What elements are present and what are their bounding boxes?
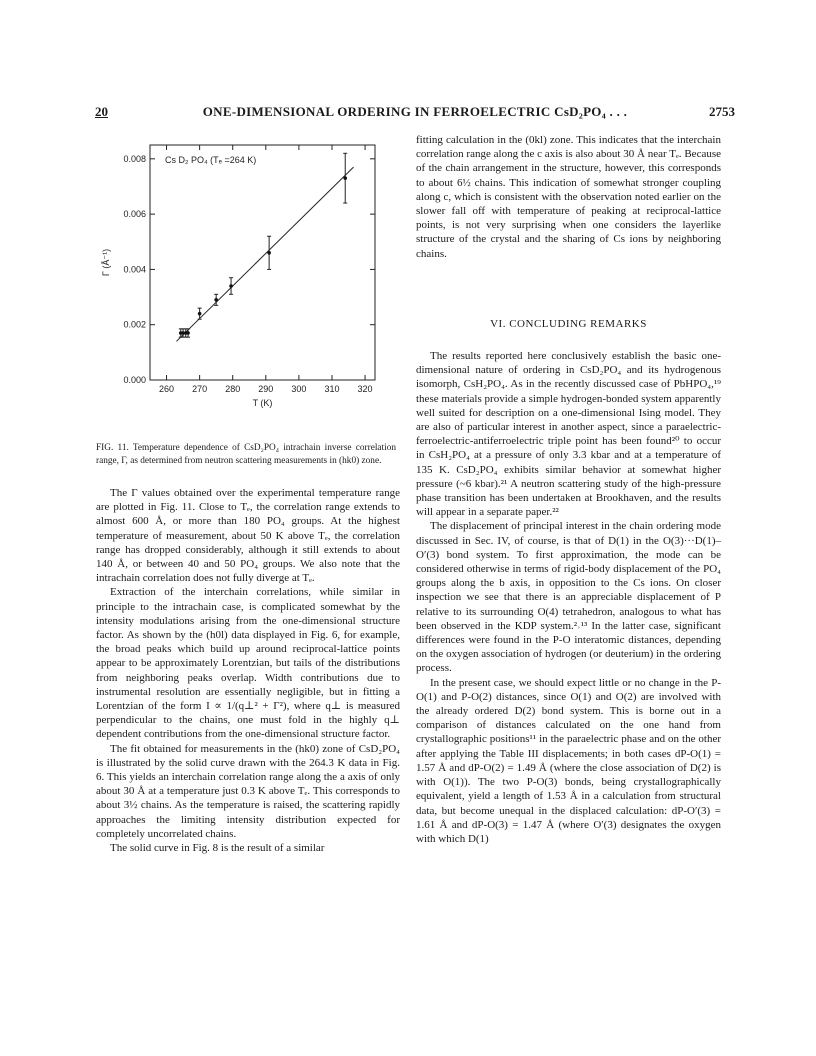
data-point: [267, 251, 271, 255]
paragraph: In the present case, we should expect little or no change in the P-O(1) and P-O(2) distances, since O(1) and O(2) are involved with the already ordered D(2) bond system. This is borne out in a comparison of distances calculated on the one hand from crystallographic positions¹¹ in the paraelectric phase and on the other after applying the Table III displacements; in both cases dP-O(1) = 1.57 Å and dP-O(2) = 1.49 Å (where the close association of D(2) is with O(1)). The two P-O(3) bonds, being crystallographically equivalent, yield a length of 1.53 Å in a calculation from structural data, but become unequal in the displaced calculation: dP-O′(3) = 1.61 Å and dP-O(3) = 1.47 Å (where O′(3) designates the oxygen with which D(1): [416, 676, 721, 845]
x-tick-label: 310: [324, 384, 340, 394]
left-column: [96, 486, 400, 855]
fit-line: [176, 167, 353, 341]
paragraph: The fit obtained for measurements in the (hk0) zone of CsD₂PO₄ is illustrated by the solid curve drawn with the 264.3 K data in Fig. 6. This yields an interchain correlation range along the a axis of only about 30 Å at a temperature just 0.3 K above Tₑ. This corresponds to about 3½ chains. As the temperature is raised, the scattering rapidly approaches the limiting intensity distribution expected for completely uncorrelated chains.: [96, 742, 400, 840]
paragraph: The solid curve in Fig. 8 is the result of a similar: [110, 842, 325, 855]
section-heading: VI. CONCLUDING REMARKS: [490, 318, 647, 330]
paragraph: The displacement of principal interest in the chain ordering mode discussed in Sec. IV, of course, is that of D(1) in the O(3)···D(1)–O′(3) bond system. To first approximation, the mode can be considered otherwise in terms of rigid-body displacement of the PO₄ groups along the b axis, in opposition to the Cs ions. On closer inspection we see that there is an appreciable displacement of P relative to its surrounding O(4) tetrahedron, analogous to what has been observed in the KDP system.²˒¹³ In the latter case, significant differences were found in the P-O interatomic distances, depending on the oxygen association of hydrogen (or deuterium) in the ordering process.: [416, 520, 721, 675]
paragraph: The results reported here conclusively establish the basic one-dimensional nature of ordering in CsD₂PO₄ and its hydrogenous isomorph, CsH₂PO₄. As in the recently discussed case of PbHPO₄,¹⁹ these materials provide a simple hydrogen-bonded system apparently well suited for description on a one-dimensional Ising model. They are also of particular interest in another aspect, since a paraelectric-ferroelectric-antiferroelectric triple point has been found²⁰ to occur in CsH₂PO₄ at a pressure of only 3.3 kbar and at a temperature of 135 K. CsD₂PO₄ exhibits similar behavior at somewhat higher pressure (~6 kbar).²¹ A neutron scattering study of the high-pressure phase transition has been undertaken at Brookhaven, and the results will appear in a separate paper.²²: [416, 350, 721, 519]
y-tick-label: 0.006: [123, 209, 146, 220]
figure-11-chart: [95, 133, 395, 433]
x-axis-label: T (K): [252, 398, 273, 408]
y-tick-label: 0.008: [123, 153, 146, 164]
plot-frame: [150, 145, 375, 380]
data-point: [229, 284, 233, 288]
page-number-right: 2753: [709, 104, 735, 119]
y-tick-label: 0.004: [123, 264, 146, 275]
page-number-left: 20: [95, 104, 108, 119]
data-point: [198, 312, 202, 316]
right-column-top: [416, 133, 721, 261]
x-tick-label: 270: [192, 384, 208, 394]
x-tick-label: 290: [258, 384, 274, 394]
figure-caption: FIG. 11. Temperature dependence of CsD₂PO₄ intrachain inverse correlation range, Γ, as determined from neutron scattering measurements in (hk0) zone.: [96, 443, 396, 466]
running-title: ONE-DIMENSIONAL ORDERING IN FERROELECTRIC CsD₂PO₄ . . .: [202, 104, 628, 119]
data-point: [186, 331, 190, 335]
paragraph: The Γ values obtained over the experimental temperature range are plotted in Fig. 11. Close to Tₑ, the correlation range extends to almost 600 Å, or more than 180 PO₄ groups. At the highest temperature of measurement, about 50 K above Tₑ, the correlation range has dropped considerably, although it still extends to about 140 Å, or between 40 and 50 PO₄ groups. We also note that the intrachain correlation does not fully diverge at Tₑ.: [96, 487, 400, 585]
x-tick-label: 320: [357, 384, 373, 394]
y-tick-label: 0.002: [123, 319, 146, 330]
x-tick-label: 260: [159, 384, 175, 394]
page-header: [95, 104, 735, 124]
y-axis-label: Γ (Å⁻¹): [101, 248, 111, 277]
paragraph: fitting calculation in the (0kl) zone. This indicates that the interchain correlation range along the c axis is also about 30 Å near Tₑ. Because of the chain arrangement in the structure, however, this corresponds to about 6½ chains. This indication of somewhat stronger coupling along c, which is consistent with the observation noted earlier on the slower fall off with temperature of peaking at reciprocal-lattice points, is not very surprising when one considers the layerlike structure of the crystal and the sharing of Cs ions by neighboring chains.: [416, 134, 721, 260]
data-point: [343, 176, 347, 180]
chart-annotation: Cs D₂ PO₄ (Tₑ =264 K): [165, 155, 257, 165]
data-point: [214, 298, 218, 302]
paragraph: Extraction of the interchain correlations, while similar in principle to the intrachain case, is complicated somewhat by the intensity modulations arising from the one-dimensional structure factor. As shown by the (h0l) data displayed in Fig. 6, for example, the broad peaks which build up around reciprocal-lattice points appear to be approximately Lorentzian, but tails of the distributions from neighboring peaks overlap. Width contributions due to instrumental resolution are essentially negligible, but in fitting a Lorentzian of the form I ∝ 1/(q⊥² + Γ²), where q⊥ is measured perpendicular to the chains, one must fold in the highly q⊥ dependent contributions from the one-dimensional structure factor.: [96, 586, 400, 741]
y-tick-label: 0.000: [123, 375, 146, 385]
x-tick-label: 280: [225, 384, 241, 394]
right-column-bottom: [416, 349, 721, 846]
x-tick-label: 300: [291, 384, 307, 394]
